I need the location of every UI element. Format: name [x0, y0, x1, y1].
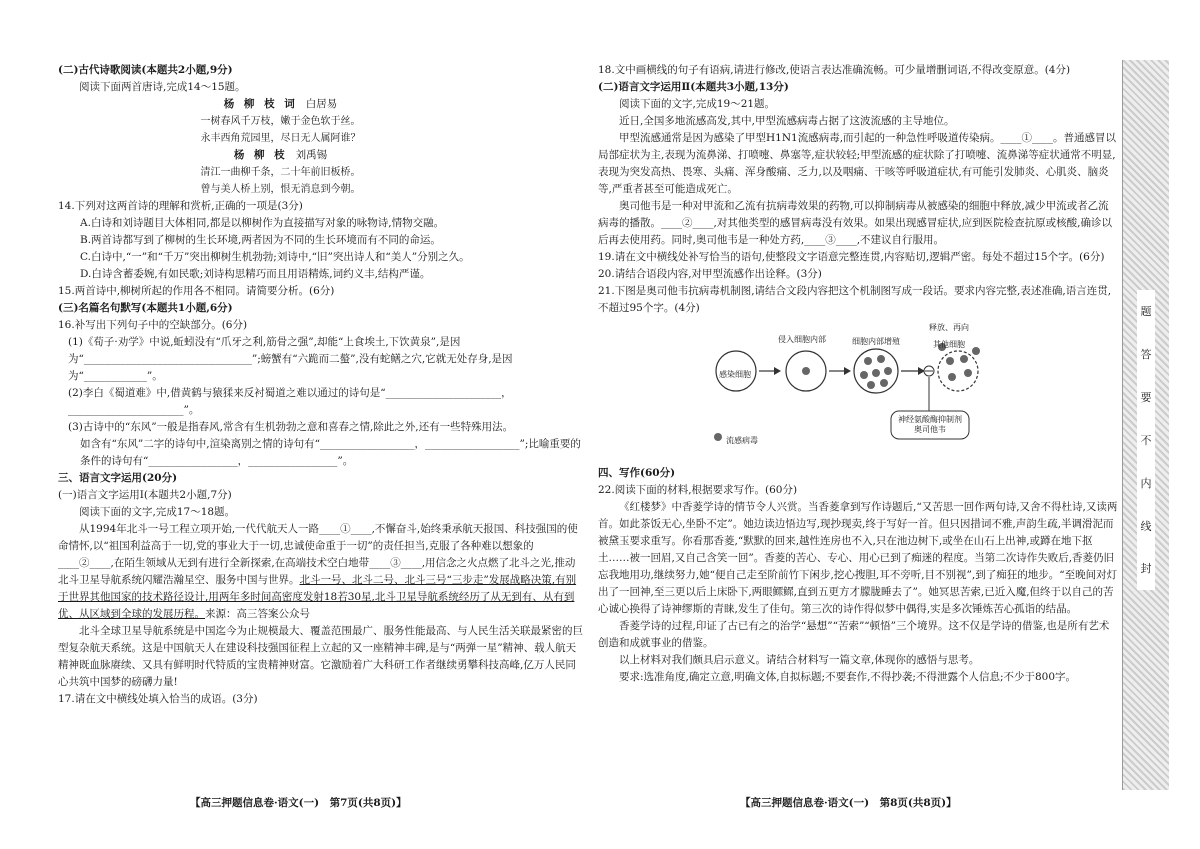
question-16-3: (3)古诗中的“东风”一般是指春风,常含有生机勃勃之意和喜春之情,除此之外,还有一些特殊用法。 [68, 421, 514, 433]
question-19: 19.请在文中横线处补写恰当的语句,使整段文字语意完整连贯,内容贴切,逻辑严密。每处不超过15个字。(6分) [598, 251, 1105, 263]
question-20: 20.请结合语段内容,对甲型流感作出诠释。(3分) [598, 268, 822, 280]
question-14: 14.下列对这两首诗的理解和赏析,正确的一项是(3分) [58, 200, 303, 212]
mechanism-diagram [706, 323, 1006, 459]
section-language-2: (二)语言文字运用Ⅱ(本题共3小题,13分) [598, 81, 789, 93]
question-15: 15.两首诗中,柳树所起的作用各不相同。请简要分析。(6分) [58, 285, 335, 297]
page-footer-right: 【高三押题信息卷·语文(一) 第8页(共8页)】 [740, 797, 957, 809]
poem2-line: 清江一曲柳千条，二十年前旧板桥。 [200, 167, 361, 178]
question-18: 18.文中画横线的句子有语病,请进行修改,使语言表达准确流畅。可少量增删词语,不得改变原意。(4分) [598, 64, 1071, 76]
passage-paragraph: 奥司他韦是一种对甲流和乙流有抗病毒效果的药物,可以抑制病毒从被感染的细胞中释放,减少甲流或者乙流病毒的播散。____②____,对其他类型的感冒病毒没有效果。如果出现感冒症状,应到医院检查抗原或核酸,确诊以后再去使用药。同时,奥司他韦是一种处方药,____③____,不建议自行服用。 [598, 200, 1113, 246]
strip-char: 内 [1140, 476, 1152, 490]
left-page [58, 62, 583, 708]
label-replicate: 细胞内部增殖 [852, 337, 900, 346]
section-writing: 四、写作(60分) [598, 467, 676, 479]
label-release: 释放、再向 其他细胞 [929, 323, 969, 349]
poem1-line: 一树春风千万枝，嫩于金色软于丝。 [200, 116, 361, 127]
option-a: A.白诗和刘诗题目大体相同,都是以柳树作为直接描写对象的咏物诗,情物交融。 [80, 217, 445, 229]
essay-material: 香菱学诗的过程,印证了古已有之的治学“悬想”“苦索”“顿悟”三个境界。这不仅是学诗的借鉴,也是所有艺术创造和成就事业的借鉴。 [598, 620, 1110, 649]
passage-paragraph: 北斗全球卫星导航系统是中国迄今为止规模最大、覆盖范围最广、服务性能最高、与人民生活关联最紧密的巨型复杂航天系统。这是中国航天人在建设科技强国征程上立起的又一座精神丰碑,是与“两弹一星”精神、载人航天精神既血脉赓续、又具有鲜明时代特质的宝贵精神财富。它激励着广大科研工作者继续勇攀科技高峰,亿万人民同心共筑中国梦的磅礴力量! [58, 625, 583, 688]
question-21: 21.下图是奥司他韦抗病毒机制图,请结合文段内容把这个机制图写成一段话。要求内容完整,表述准确,语言连贯,不超过95个字。(4分) [598, 285, 1112, 314]
essay-material: 《红楼梦》中香菱学诗的情节令人兴赏。当香菱拿到写作诗题后,“又苦思一回作两句诗,又舍不得杜诗,又读两首。如此茶饭无心,坐卧不定”。她边读边悟边写,现抄现卖,终于写好一首。但只因措词不雅,声韵生疏,半调滑泥而被黛玉要求重写。你看那香菱,“默默的回来,越性连房也不入,只在池边树下,或坐在山石上出神,或蹲在地下抠土……被一回眉,又自己含笑一回”。香菱的苦心、专心、用心已到了痴迷的程度。当第二次诗作失败后,香菱仍旧忘我地用功,继续努力,她“便自己走至阶前竹下闲步,挖心搜胆,耳不旁听,目不别视”,到了痴狂的地步。“至晚间对灯出了一回神,至三更以后上床卧下,两眼鳏鳏,直到五更方才朦胧睡去了”。她冥思苦索,已近入魔,但终于以自己的苦心诚心换得了诗神缪斯的青睐,发生了佳句。第三次的诗作得似梦中偶得,实是多次锤炼苦心孤诣的结晶。 [598, 501, 1118, 615]
question-16-1: (1)《荀子·劝学》中说,蚯蚓没有“爪牙之利,筋骨之强”,却能“上食埃土,下饮黄泉”,是因为“________________________________”;螃蟹有“六跪而二螯”,没有蛇鳝之穴,它就无处存身,是因为“____________”。 [68, 336, 513, 382]
question-22: 22.阅读下面的材料,根据要求写作。(60分) [598, 484, 798, 496]
question-16-3-cont: 如含有“东风”二字的诗句中,渲染离别之情的诗句有“__________________，__________________”;比喻重要的条件的诗句有“_________________，_________________”。 [80, 438, 581, 467]
strip-char: 题 [1140, 305, 1152, 319]
label-cell: 感染细胞 [719, 370, 751, 379]
section-language-1: (一)语言文字运用Ⅰ(本题共2小题,7分) [58, 489, 232, 501]
passage-paragraph: 从1994年北斗一号工程立项开始,一代代航天人一路____①____,不懈奋斗,始终秉承航天报国、科技强国的使命情怀,以“祖国利益高于一切,党的事业大于一切,忠诚使命重于一切”的责任担当,克服了各种难以想象的____②____,在陌生领域从无到有进行全新探索,在高端技术空白地带____③____,用信念之火点燃了北斗之光,推动北斗卫星导航系统闪耀浩瀚星空、服务中国与世界。北斗一号、北斗二号、北斗三号“三步走”发展战略决策,有别于世界其他国家的技术路径设计,用两年多时间高密度发射18若30星,北斗卫星导航系统经历了从无到有、从有到优、从区域到全球的发展历程。来源：高三答案公众号 [58, 523, 578, 620]
option-c: C.白诗中,“一”和“千万”突出柳树生机勃勃;刘诗中,“旧”突出诗人和“美人”分别之久。 [80, 251, 470, 263]
poetry-intro: 阅读下面两首唐诗,完成14～15题。 [79, 81, 246, 93]
poem2-line: 曾与美人桥上别，恨无消息到今朝。 [200, 184, 361, 195]
poem1-line: 永丰西角荒园里，尽日无人属阿谁？ [200, 133, 361, 144]
option-b: B.两首诗都写到了柳树的生长环境,两者因为不同的生长环境而有不同的命运。 [80, 234, 441, 246]
strip-char: 封 [1140, 562, 1152, 576]
strip-char: 线 [1140, 519, 1152, 533]
strip-char: 答 [1140, 348, 1152, 362]
strip-char: 要 [1140, 391, 1152, 405]
poem2-title: 杨 柳 枝 刘禹锡 [233, 149, 328, 161]
passage-intro: 阅读下面的文字,完成17～18题。 [79, 506, 236, 518]
essay-prompt: 以上材料对我们颇具启示意义。请结合材料写一篇文章,体现你的感悟与思考。 [619, 654, 980, 666]
right-page [598, 62, 1118, 686]
question-16-2: (2)李白《蜀道难》中,借黄鹤与猿猱来反衬蜀道之难以通过的诗句是“______________________，______________________”。 [68, 387, 512, 416]
passage-intro: 阅读下面的文字,完成19～21题。 [619, 98, 776, 110]
passage-paragraph: 近日,全国多地流感高发,其中,甲型流感病毒占据了这波流感的主导地位。 [619, 115, 955, 127]
page-footer-left: 【高三押题信息卷·语文(一) 第7页(共8页)】 [190, 797, 407, 809]
legend-virus: 流感病毒 [726, 436, 758, 445]
binding-strip [1122, 60, 1169, 790]
passage-paragraph: 甲型流感通常是因为感染了甲型H1N1流感病毒,而引起的一种急性呼吸道传染病。____①____。普通感冒以局部症状为主,表现为流鼻涕、打喷嚏、鼻塞等,症状较轻;甲型流感的症状除了打喷嚏、流鼻涕等症状通常不明显,表现为突发高热、畏寒、头痛、浑身酸痛、乏力,以及咽痛、干咳等呼吸道症状,有可能引发肺炎、心肌炎、脑炎等,严重者甚至可能造成死亡。 [598, 132, 1117, 195]
section-recite: (三)名篇名句默写(本题共1小题,6分) [58, 302, 233, 314]
option-d: D.白诗含蓄委婉,有如民歌;刘诗构思精巧而且用语精炼,词约义丰,结构严谨。 [80, 268, 431, 280]
question-17: 17.请在文中横线处填入恰当的成语。(3分) [58, 693, 258, 705]
label-invade: 侵入细胞内部 [778, 335, 826, 344]
section-language: 三、语言文字运用(20分) [58, 472, 178, 484]
section-poetry: (二)古代诗歌阅读(本题共2小题,9分) [58, 64, 233, 76]
essay-requirements: 要求:选准角度,确定立意,明确文体,自拟标题;不要套作,不得抄袭;不得泄露个人信息;不少于800字。 [619, 671, 1077, 683]
poem1-title: 杨 柳 枝 词 白居易 [223, 98, 338, 110]
strip-char: 不 [1140, 433, 1152, 447]
drug-box: 神经氨酸酶抑制剂 奥司他韦 [898, 415, 962, 434]
question-16: 16.补写出下列句子中的空缺部分。(6分) [58, 319, 248, 331]
binding-strip-text [1137, 290, 1155, 590]
